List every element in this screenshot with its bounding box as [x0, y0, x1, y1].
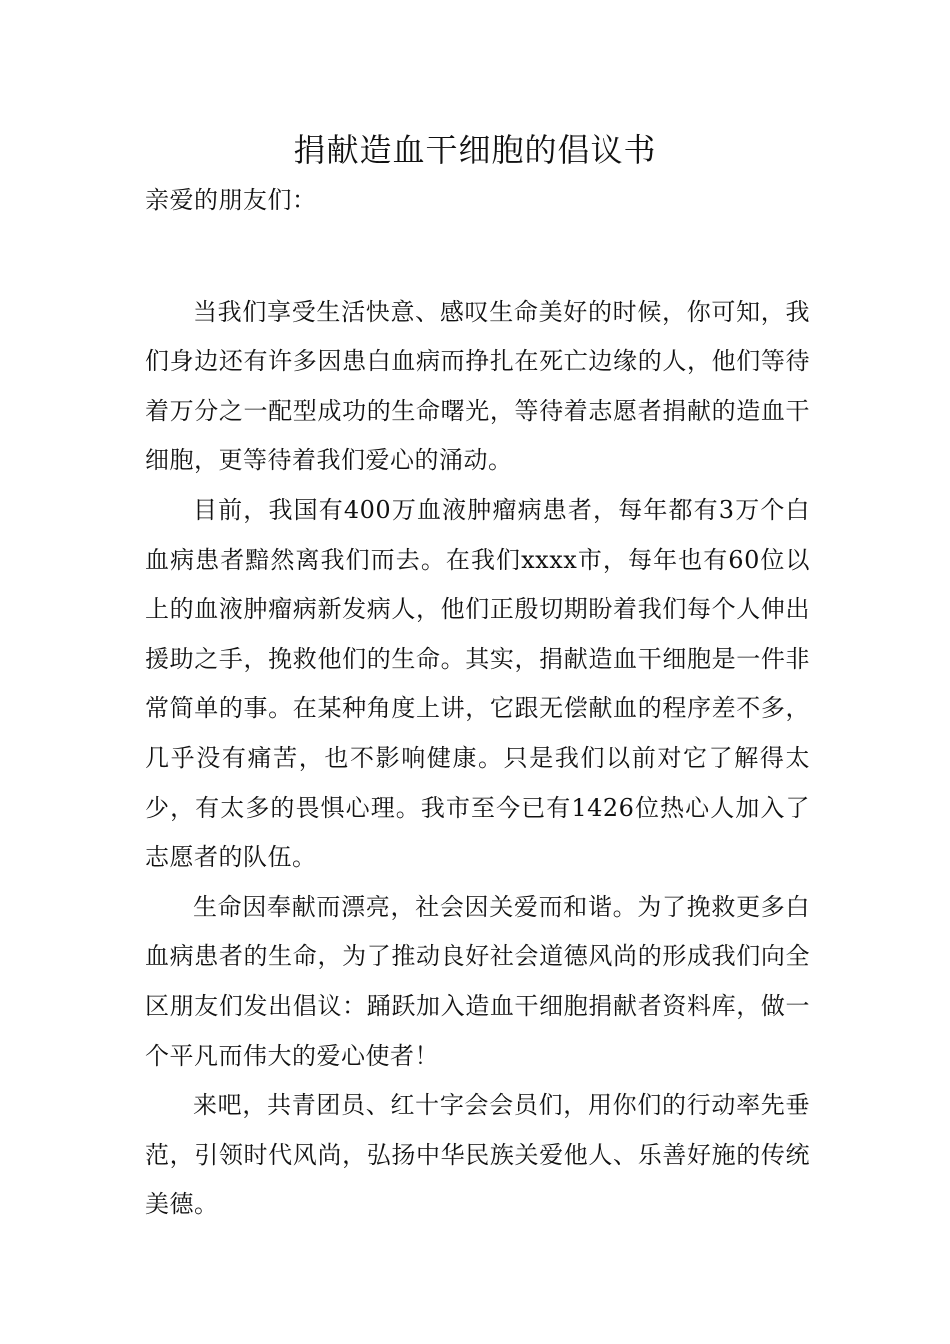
paragraph-4: 来吧，共青团员、红十字会会员们，用你们的行动率先垂范，引领时代风尚，弘扬中华民族关爱他人、乐善好施的传统美德。	[145, 1091, 810, 1219]
document-body	[145, 176, 810, 1230]
paragraph-2: 目前，我国有400万血液肿瘤病患者，每年都有3万个白血病患者黯然离我们而去。在我们xxxx市，每年也有60位以上的血液肿瘤病新发病人，他们正殷切期盼着我们每个人伸出援助之手，挽救他们的生命。其实，捐献造血干细胞是一件非常简单的事。在某种角度上讲，它跟无偿献血的程序差不多，几乎没有痛苦，也不影响健康。只是我们以前对它了解得太少，有太多的畏惧心理。我市至今已有1426位热心人加入了志愿者的队伍。	[145, 495, 810, 872]
document-title: 捐献造血干细胞的倡议书	[293, 131, 657, 169]
paragraph-1: 当我们享受生活快意、感叹生命美好的时候，你可知，我们身边还有许多因患白血病而挣扎在死亡边缘的人，他们等待着万分之一配型成功的生命曙光，等待着志愿者捐献的造血干细胞，更等待着我们爱心的涌动。	[145, 297, 810, 475]
salutation: 亲爱的朋友们：	[145, 186, 317, 214]
paragraph-3: 生命因奉献而漂亮，社会因关爱而和谐。为了挽救更多白血病患者的生命，为了推动良好社会道德风尚的形成我们向全区朋友们发出倡议：踊跃加入造血干细胞捐献者资料库，做一个平凡而伟大的爱心使者！	[145, 892, 810, 1070]
blank-line	[145, 226, 810, 288]
